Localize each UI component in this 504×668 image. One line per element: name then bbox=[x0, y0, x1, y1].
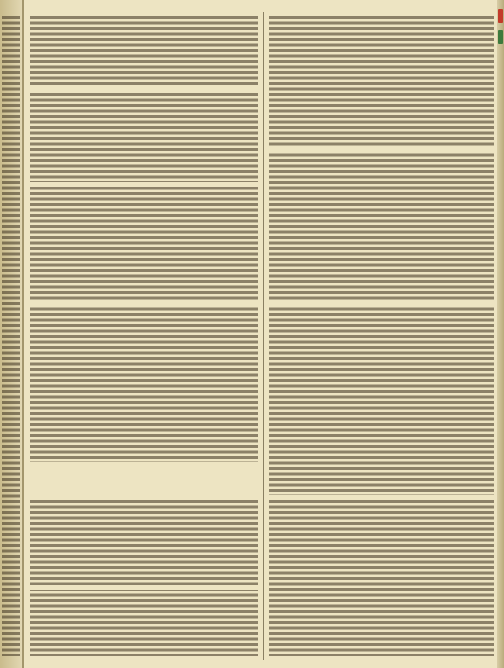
margin-text-fragment bbox=[2, 16, 20, 656]
page-edge bbox=[497, 0, 504, 668]
paragraph-break bbox=[269, 495, 494, 500]
column-1-text-upper bbox=[30, 16, 258, 462]
paragraph-break bbox=[30, 585, 258, 590]
page-fold bbox=[22, 0, 24, 668]
column-2-text bbox=[269, 16, 494, 656]
column-1-text-lower bbox=[30, 500, 258, 656]
paragraph-break bbox=[30, 86, 258, 91]
paragraph-break bbox=[269, 300, 494, 305]
index-tab bbox=[498, 30, 503, 44]
paragraph-break bbox=[30, 300, 258, 305]
paragraph-break bbox=[30, 182, 258, 187]
column-rule bbox=[263, 12, 264, 660]
paragraph-break bbox=[269, 146, 494, 151]
index-tab bbox=[498, 9, 503, 23]
